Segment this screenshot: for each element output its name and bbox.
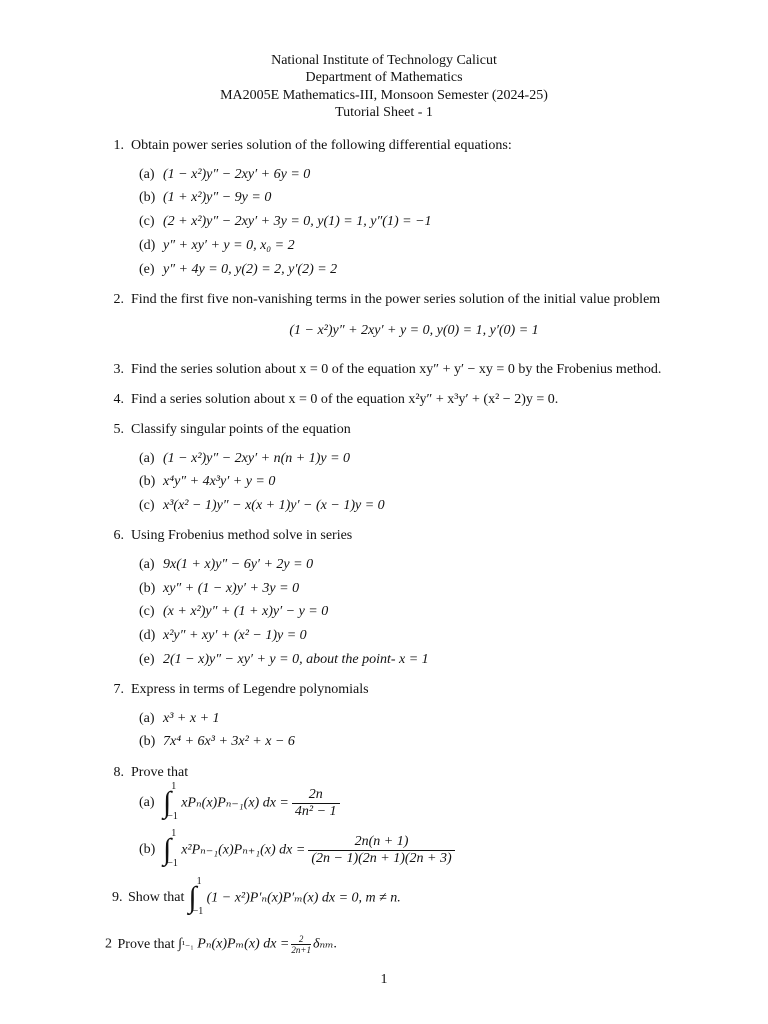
question-number: 3. xyxy=(113,362,124,377)
integral-sign: ∫ xyxy=(188,881,197,914)
sub-question xyxy=(139,474,275,490)
sub-label: (a) xyxy=(139,795,155,810)
fraction xyxy=(291,934,311,955)
sub-label: (a) xyxy=(139,557,155,572)
sub-label: (b) xyxy=(139,581,156,596)
sub-question xyxy=(139,734,295,750)
question-number: 6. xyxy=(113,528,124,543)
question-text: Prove that xyxy=(131,765,189,780)
question-text: Using Frobenius method solve in series xyxy=(131,528,353,543)
sub-label: (c) xyxy=(139,214,155,229)
numerator: 2n xyxy=(292,787,340,804)
course-title: MA2005E Mathematics-III, Monsoon Semester (2024-25) xyxy=(220,88,548,103)
equation: 2(1 − x)y″ − xy′ + y = 0, about the point- x = 1 xyxy=(163,652,429,667)
numerator: 2n(n + 1) xyxy=(308,834,454,851)
sub-label: (d) xyxy=(139,238,156,253)
sub-label: (d) xyxy=(139,628,156,643)
equation: xy″ + (1 − x)y′ + 3y = 0 xyxy=(163,581,300,596)
sub-question xyxy=(139,828,458,872)
integral-limits: ¹₋₁ xyxy=(182,939,194,951)
equation: x⁴y″ + 4x³y′ + y = 0 xyxy=(163,474,276,489)
integral-sign: ∫ xyxy=(163,786,172,819)
sub-question xyxy=(139,711,220,727)
fraction xyxy=(308,834,454,867)
question-text: Find the series solution about x = 0 of the equation xy″ + y′ − xy = 0 by the Frobenius method. xyxy=(131,362,662,377)
sub-question xyxy=(139,190,271,206)
sub-label: (c) xyxy=(139,498,155,513)
sub-label: (c) xyxy=(139,604,155,619)
sub-question xyxy=(139,557,313,573)
sub-label: (b) xyxy=(139,190,156,205)
lower-limit: −1 xyxy=(192,906,204,917)
sub-question xyxy=(139,628,307,644)
equation: (1 − x²)y″ − 2xy′ + 6y = 0 xyxy=(163,167,311,182)
equation: y″ + xy′ + y = 0, x₀ = 2 xyxy=(163,238,295,253)
sub-label: (a) xyxy=(139,167,155,182)
question-text: Find the first five non-vanishing terms in the power series solution of the initial value problem xyxy=(131,292,661,307)
question-number: 8. xyxy=(113,765,124,780)
sub-label: (b) xyxy=(139,474,156,489)
sub-question xyxy=(139,238,295,254)
question-text: Show that xyxy=(128,890,185,905)
sub-question xyxy=(139,498,385,514)
question-text: Classify singular points of the equation xyxy=(131,422,351,437)
sub-question xyxy=(139,451,350,467)
sub-label: (a) xyxy=(139,711,155,726)
fraction xyxy=(292,787,340,820)
question-text: Obtain power series solution of the following differential equations: xyxy=(131,138,512,153)
sub-question xyxy=(139,581,299,597)
institute-name: National Institute of Technology Calicut xyxy=(271,53,497,68)
question-text: Express in terms of Legendre polynomials xyxy=(131,682,369,697)
integrand: xPₙ(x)Pₙ₋₁(x) dx = xyxy=(181,795,289,811)
equation: (1 + x²)y″ − 9y = 0 xyxy=(163,190,272,205)
sub-question xyxy=(139,214,432,230)
upper-limit: 1 xyxy=(171,781,177,792)
integrand: x²Pₙ₋₁(x)Pₙ₊₁(x) dx = xyxy=(181,842,306,858)
display-equation: (1 − x²)y″ + 2xy′ + y = 0, y(0) = 1, y′(0) = 1 xyxy=(289,323,539,338)
question xyxy=(105,934,337,955)
denominator: (2n − 1)(2n + 1)(2n + 3) xyxy=(311,850,452,866)
sub-question xyxy=(139,781,343,825)
question xyxy=(112,876,401,920)
question-number: 1. xyxy=(113,138,124,153)
sheet-title: Tutorial Sheet - 1 xyxy=(335,105,433,120)
sub-question xyxy=(139,652,429,668)
sub-label: (a) xyxy=(139,451,155,466)
question-number: 4. xyxy=(113,392,124,407)
sub-label: (e) xyxy=(139,652,155,667)
integral-sign: ∫ xyxy=(163,833,172,866)
question-number: 2 xyxy=(105,936,112,952)
kronecker-delta: δₙₘ. xyxy=(312,936,338,952)
equation: (x + x²)y″ + (1 + x)y′ − y = 0 xyxy=(163,604,329,619)
equation: 9x(1 + x)y″ − 6y′ + 2y = 0 xyxy=(163,557,314,572)
lower-limit: −1 xyxy=(167,858,178,869)
equation: x²y″ + xy′ + (x² − 1)y = 0 xyxy=(163,628,307,643)
sub-label: (b) xyxy=(139,842,156,857)
equation: (1 − x²)y″ − 2xy′ + n(n + 1)y = 0 xyxy=(163,451,351,466)
denominator: 2n+1 xyxy=(291,945,311,955)
upper-limit: 1 xyxy=(196,876,202,887)
sub-question xyxy=(139,167,310,183)
denominator: 4n² − 1 xyxy=(294,803,337,819)
integral-sign: ∫ xyxy=(178,936,182,952)
numerator: 2 xyxy=(291,934,311,945)
equation: (2 + x²)y″ − 2xy′ + 3y = 0, y(1) = 1, y″(1) = −1 xyxy=(163,214,432,229)
equation: x³(x² − 1)y″ − x(x + 1)y′ − (x − 1)y = 0 xyxy=(163,498,385,513)
upper-limit: 1 xyxy=(171,828,177,839)
integral-limits xyxy=(167,828,181,869)
question-text: Prove that xyxy=(117,936,175,952)
question-number: 5. xyxy=(113,422,124,437)
question-number: 2. xyxy=(113,292,124,307)
lower-limit: −1 xyxy=(167,811,178,822)
department-name: Department of Mathematics xyxy=(305,70,463,85)
sub-question xyxy=(139,604,328,620)
integrand: (1 − x²)P′ₙ(x)P′ₘ(x) dx = 0, m ≠ n. xyxy=(206,890,401,906)
sub-label: (b) xyxy=(139,734,156,749)
page-number: 1 xyxy=(380,972,388,987)
sub-question xyxy=(139,262,337,278)
question-number: 9. xyxy=(112,890,123,905)
integrand: Pₙ(x)Pₘ(x) dx = xyxy=(197,936,290,952)
integral-limits xyxy=(192,876,207,917)
question-text: Find a series solution about x = 0 of the equation x²y″ + x³y′ + (x² − 2)y = 0. xyxy=(131,392,559,407)
sub-label: (e) xyxy=(139,262,155,277)
equation: 7x⁴ + 6x³ + 3x² + x − 6 xyxy=(163,734,295,749)
equation: x³ + x + 1 xyxy=(163,711,220,726)
equation: y″ + 4y = 0, y(2) = 2, y′(2) = 2 xyxy=(163,262,338,277)
integral-limits xyxy=(167,781,181,822)
question-number: 7. xyxy=(113,682,124,697)
